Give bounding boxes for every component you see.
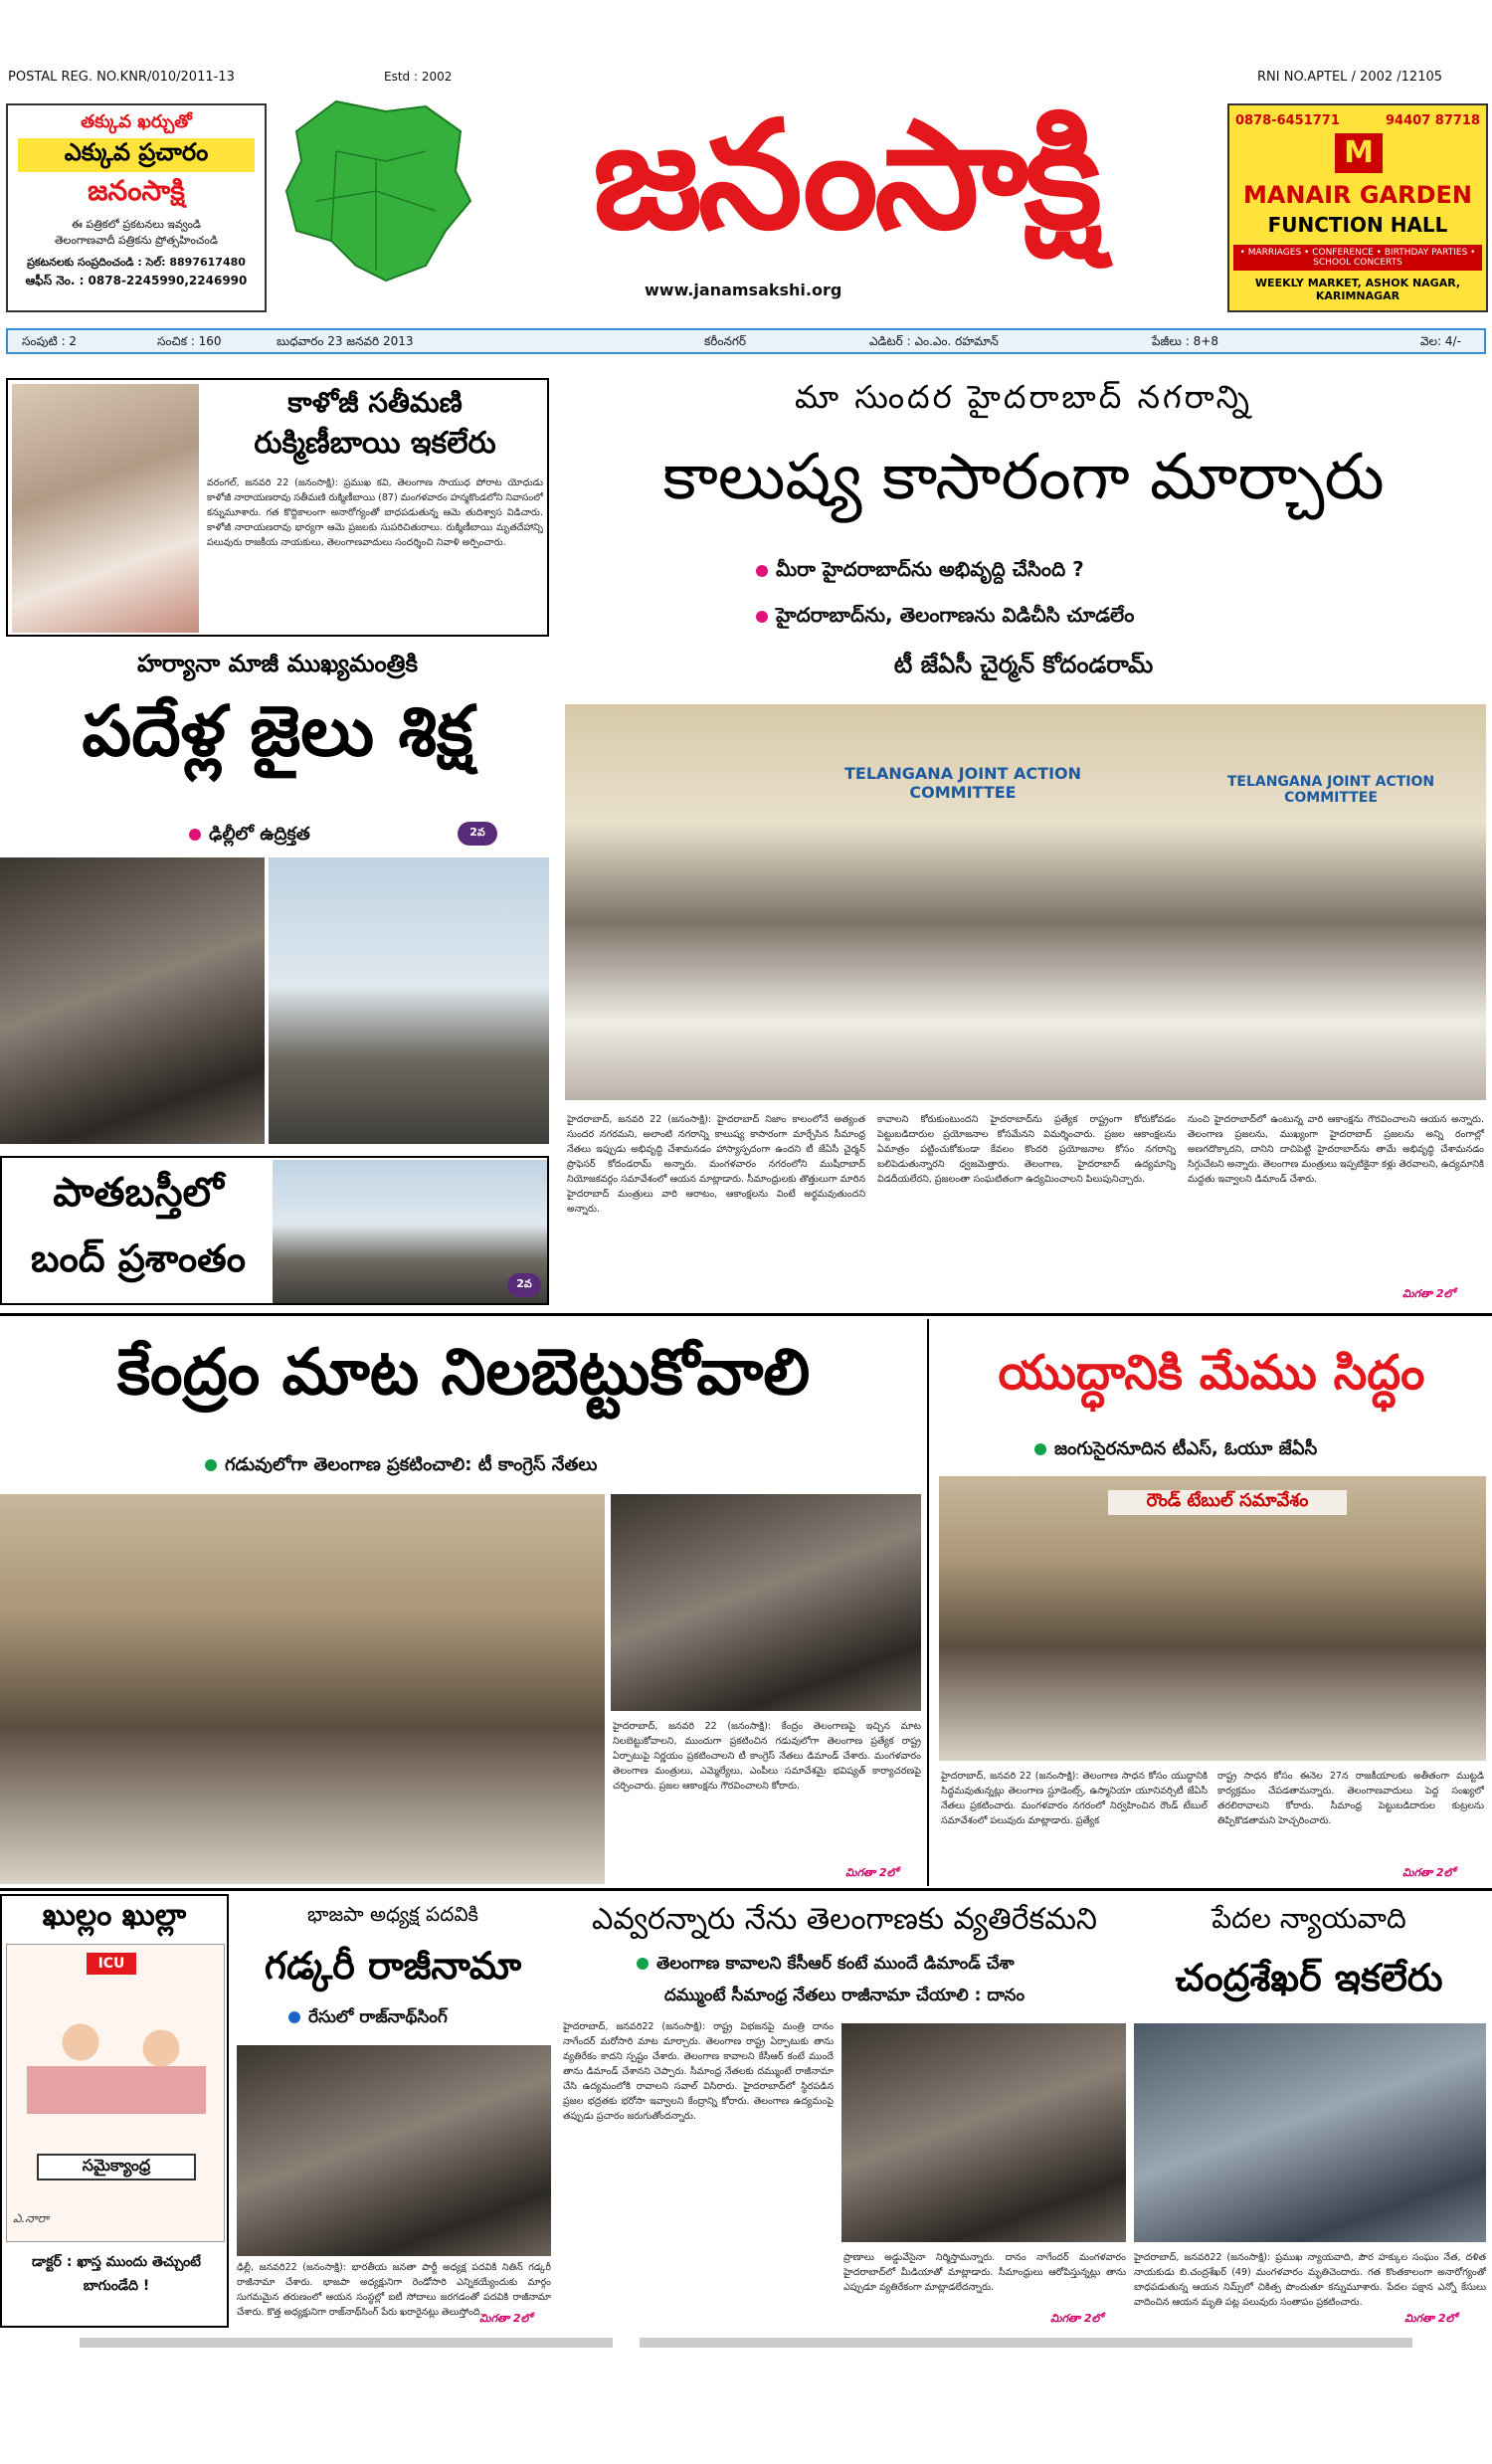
kaloji-story: [6, 378, 549, 637]
left-ad-contact: ప్రకటనలకు సంప్రదించండి : సెల్: 8897617480: [27, 256, 246, 269]
evvarannaru-headline: ఎవ్వరన్నారు నేను తెలంగాణకు వ్యతిరేకమని: [591, 1902, 1097, 1937]
haryana-headline: పదేళ్ల జైలు శిక్ష: [82, 689, 473, 772]
cartoon-bed-label: సమైక్యాంధ్ర: [37, 2154, 196, 2180]
chandrashekar-photo: [1134, 2023, 1486, 2242]
estd: Estd : 2002: [384, 70, 453, 84]
pathabasti-story: [0, 1156, 549, 1305]
masthead-title: జనంసాక్షి: [593, 88, 1098, 263]
info-bar: [6, 328, 1486, 354]
right-ad-phone1: 0878-6451771: [1235, 113, 1340, 128]
hyderabad-continued[interactable]: మిగతా 2లో: [1402, 1287, 1455, 1300]
kendram-continued[interactable]: మిగతా 2లో: [845, 1866, 898, 1879]
evvarannaru-col-2: ప్రాణాలు అడ్డువేసైనా నిర్మిస్తామన్నారు. దానం నాగేందర్ మంగళవారం హైదరాబాద్‌లో మీడియాతో మాట్లాడారు. సీమాంధ్రులు ఆరోపిస్తున్నట్లు తాను ఎప్పుడూ వ్యతిరేకంగా మాట్లాడలేదన్నారు.: [843, 2252, 1126, 2293]
left-ad-brand: జనంసాక్షి: [88, 174, 185, 207]
pathabasti-photo: [273, 1160, 547, 1303]
website-url[interactable]: www.janamsakshi.org: [645, 281, 842, 299]
kendram-photo-2: [611, 1494, 921, 1711]
kaloji-headline-2: రుక్మిణీబాయి ఇకలేరు: [254, 426, 496, 461]
telangana-map-icon: [277, 92, 475, 290]
hyderabad-bullet-2: [756, 603, 1134, 632]
haryana-photo-2: [269, 857, 549, 1144]
yuddham-col-2: రాష్ట్ర సాధన కోసం ఈనెల 27న రాజకీయాలకు అతీతంగా ముట్టడి కార్యక్రమం చేపడతామన్నారు. తెలంగాణవాదులు పెద్ద సంఖ్యలో తరలిరావాలని కోరారు. సీమాంధ్ర పెట్టుబడిదారుల కుట్రలను తిప్పికొడతామని హెచ్చరించారు.: [1217, 1771, 1484, 1826]
right-ad-name: MANAIR GARDEN: [1242, 181, 1473, 209]
bullet-dot-icon: [756, 611, 768, 623]
hyderabad-bullet-2-text: హైదరాబాద్‌ను, తెలంగాణను విడిచీసి చూడలేం: [776, 603, 1135, 627]
gadkari-photo: [237, 2045, 551, 2256]
kendram-headline: కేంద్రం మాట నిలబెట్టుకోవాలి: [116, 1335, 811, 1410]
pathabasti-line2: బంద్ ప్రశాంతం: [30, 1235, 247, 1280]
left-ad: [6, 103, 267, 312]
hyderabad-col-3: నుంచి హైదరాబాద్‌లో ఉంటున్న వారి ఆకాంక్షను గౌరవించాలని ఆయన అన్నారు. తెలంగాణ ప్రజలను, ముఖ్యంగా హైదరాబాద్ ప్రజలను అన్ని రంగాల్లో అణగదొక్కారని, దానిని దాచిపెట్టి హైదరాబాద్‌ను తామే అభివృద్ధి చేశామనడం సిగ్గుచేటని అన్నారు. తెలంగాణ మంత్రులు ఇప్పటికైనా కళ్లు తెరవాలని, ఉద్యమానికి మద్దతు ఇవ్వాలని డిమాండ్ చేశారు.: [1188, 1114, 1484, 1185]
kendram-bullet-text: గడువులోగా తెలంగాణ ప్రకటించాలి: టీ కాంగ్రెస్ నేతలు: [225, 1454, 598, 1475]
jac-banner-2: TELANGANA JOINT ACTION COMMITTEE: [1226, 774, 1435, 806]
kaloji-photo: [12, 384, 199, 633]
hyderabad-kicker: మా సుందర హైదరాబాద్ నగరాన్ని: [795, 378, 1252, 416]
left-ad-line2: ఎక్కువ ప్రచారం: [18, 138, 255, 172]
hyderabad-col-2: కావాలని కోరుకుంటుందని హైదరాబాద్‌ను ప్రత్యేక రాష్ట్రంగా కోరుకోవడం పెట్టుబడిదారుల ప్రయోజనాల కోసమేనని విమర్శించారు. ప్రజల ఆకాంక్షలను ఏమాత్రం పట్టించుకోకుండా కేవలం కొందరి ప్రయోజనాల కోసం నగరాన్ని బలిపెడుతున్నారని ధ్వజమెత్తారు. తెలంగాణ, హైదరాబాద్ ఉద్యమాన్ని విడదీయలేరని, ప్రజలంతా సంఘటితంగా ఉద్యమించాలని పిలుపునిచ్చారు.: [877, 1114, 1176, 1185]
cartoon-box: [0, 1894, 229, 2328]
right-ad-address: WEEKLY MARKET, ASHOK NAGAR, KARIMNAGAR: [1254, 277, 1461, 302]
gadkari-body: ఢిల్లీ, జనవరి22 (జనంసాక్షి): భారతీయ జనతా పార్టీ అధ్యక్ష పదవికి నితిన్ గడ్కరీ రాజీనామా చేశారు. భాజపా అధ్యక్షునిగా రెండోసారి ఎన్నికయ్యేందుకు మార్గం సుగమమైన తరుణంలో ఆయన సంస్థల్లో ఐటీ సోదాలు జరగడంతో పదవికి రాజీనామా చేశారు. కొత్త అధ్యక్షునిగా రాజ్‌నాథ్‌సింగ్ పేరు ఖరారైనట్లు తెలుస్తోంది.: [237, 2262, 551, 2318]
jac-banner-1: TELANGANA JOINT ACTION COMMITTEE: [843, 764, 1082, 802]
evvarannaru-continued[interactable]: మిగతా 2లో: [1050, 2312, 1103, 2325]
divider: [0, 1313, 1492, 1316]
bullet-dot-icon: [205, 1459, 217, 1471]
info-volume: సంపుటి : 2: [22, 334, 78, 348]
hyderabad-headline: కాలుష్య కాసారంగా మార్చారు: [662, 441, 1385, 514]
column-divider: [927, 1319, 929, 1886]
kendram-bullet: [205, 1454, 597, 1479]
cartoon-caption: డాక్టర్ : ఖాస్త ముందు తెచ్చుంటే బాగుండేది !: [31, 2254, 201, 2294]
yuddham-continued[interactable]: మిగతా 2లో: [1402, 1866, 1455, 1879]
bullet-dot-icon: [1034, 1443, 1046, 1455]
right-ad-sub: FUNCTION HALL: [1267, 213, 1448, 237]
gadkari-kicker: భాజపా అధ్యక్ష పదవికి: [307, 1902, 478, 1926]
pathabasti-page-ref[interactable]: 2వ: [507, 1273, 541, 1297]
right-ad: [1227, 103, 1488, 312]
evvarannaru-subline: దమ్ముంటే సీమాంధ్ర నేతలు రాజీనామా చేయాలి : దానం: [663, 1986, 1026, 2005]
gadkari-headline: గడ్కరీ రాజీనామా: [264, 1943, 522, 1988]
round-table-banner: రౌండ్ టేబుల్ సమావేశం: [1108, 1490, 1347, 1515]
haryana-bullet: [189, 824, 310, 849]
left-ad-line4: తెలంగాణవాదీ పత్రికను ప్రోత్సహించండి: [54, 234, 219, 247]
hyderabad-bullet-1: [756, 557, 1084, 586]
hyderabad-bullet-1-text: మీరా హైదరాబాద్‌ను అభివృద్ది చేసింది ?: [776, 557, 1084, 581]
cartoon-title: ఖుల్లం ఖుల్లా: [42, 1898, 187, 1933]
bullet-dot-icon: [756, 565, 768, 577]
yuddham-bullet: [1034, 1438, 1317, 1463]
manair-logo-icon: M: [1335, 133, 1383, 173]
kaloji-headline-1: కాళోజీ సతీమణి: [287, 386, 463, 419]
divider: [0, 1888, 1492, 1891]
cartoon-signature: ఎ.నారా: [13, 2211, 50, 2225]
hyderabad-byline: టీ జేఏసీ చైర్మన్ కోదండరామ్: [893, 651, 1154, 678]
info-pages: పేజీలు : 8+8: [1152, 334, 1218, 348]
haryana-kicker: హర్యానా మాజీ ముఖ్యమంత్రికి: [137, 649, 418, 677]
bullet-dot-icon: [637, 1958, 649, 1970]
right-ad-services: • MARRIAGES • CONFERENCE • BIRTHDAY PARTIES • SCHOOL CONCERTS: [1233, 245, 1482, 271]
bullet-dot-icon: [288, 2011, 300, 2023]
yuddham-col-1: హైదరాబాద్, జనవరి 22 (జనంసాక్షి): తెలంగాణ సాధన కోసం యుద్ధానికి సిద్ధమవుతున్నట్లు తెలంగాణ స్టూడెంట్స్, ఉస్మానియా యూనివర్సిటీ జేఏసీ నేతలు ప్రకటించారు. మంగళవారం నగరంలో నిర్వహించిన రౌండ్ టేబుల్ సమావేశంలో పలువురు మాట్లాడారు. ప్రత్యేక: [941, 1771, 1208, 1826]
hyderabad-col-1: హైదరాబాద్, జనవరి 22 (జనంసాక్షి): హైదరాబాద్ నిజాం కాలంలోనే అత్యంత సుందర నగరమని, అలాంటి నగరాన్ని కాలుష్య కాసారంగా మార్చేసిన సీమాంధ్ర నేతలు ఇప్పుడు అభివృద్ధి చేశామనడం హాస్యాస్పదంగా ఉందని టీ జేఏసీ చైర్మన్ ప్రొఫెసర్ కోదండరామ్ అన్నారు. మంగళవారం నగరంలోని ముషీరాబాద్ నియోజకవర్గం సమావేశంలో ఆయన మాట్లాడారు. సీమాంధ్రులకు తొత్తులుగా మారిన హైదరాబాద్ మంత్రులు వారి ఆరాటం, ఆకాంక్షలను వింటే అర్థమవుతుందని అన్నారు.: [567, 1114, 865, 1215]
yuddham-headline: యుద్ధానికి మేము సిద్ధం: [998, 1345, 1425, 1401]
right-ad-phone2: 94407 87718: [1386, 113, 1480, 128]
yuddham-photo: [939, 1476, 1486, 1761]
evvarannaru-bullet-text: తెలంగాణ కావాలని కేసీఆర్ కంటే ముందే డిమాండ్ చేశా: [656, 1954, 1015, 1974]
rni-number: RNI NO.APTEL / 2002 /12105: [1257, 70, 1443, 85]
print-registration-bar: [80, 2338, 1412, 2348]
kendram-photo-1: [0, 1494, 605, 1884]
chandrashekar-headline: చంద్రశేఖర్ ఇకలేరు: [1175, 1955, 1443, 1999]
yuddham-bullet-text: జంగుసైరనూదిన టీఎస్, ఓయూ జేఏసీ: [1054, 1438, 1318, 1459]
evvarannaru-bullet: [637, 1954, 1015, 1978]
evvarannaru-col-1: హైదరాబాద్, జనవరి22 (జనంసాక్షి): రాష్ట్ర విభజనపై మంత్రి దానం నాగేందర్ మరోసారి మాట మార్చారు. తెలంగాణ రాష్ట్ర ఏర్పాటుకు తాను వ్యతిరేకం కాదని స్పష్టం చేశారు. తెలంగాణ కావాలని కేసీఆర్ కంటే ముందే తాను డిమాండ్ చేశానని చెప్పారు. సీమాంధ్ర నేతలకు దమ్ముంటే రాజీనామా చేసి ఉద్యమంలోకి రావాలని సవాల్ విసిరారు. హైదరాబాద్‌లో స్థిరపడిన ప్రజల భద్రతకు భరోసా ఇవ్వాలని కేంద్రాన్ని కోరారు. తెలంగాణ ఉద్యమంపై తప్పుడు ప్రచారం జరుగుతోందన్నారు.: [563, 2021, 834, 2122]
info-price: వెల: 4/-: [1420, 334, 1461, 348]
info-editor: ఎడిటర్ : ఎం.ఎం. రహమాన్: [869, 334, 999, 348]
info-issue: సంచిక : 160: [157, 334, 222, 348]
dhanam-photo: [841, 2023, 1126, 2242]
pathabasti-line1: పాతబస్తీలో: [53, 1169, 224, 1216]
left-ad-line1: తక్కువ ఖర్చుతో: [81, 111, 192, 132]
kaloji-body: వరంగల్, జనవరి 22 (జనంసాక్షి): ప్రముఖ కవి, తెలంగాణ సాయుధ పోరాట యోధుడు కాళోజీ నారాయణరావు సతీమణి రుక్మిణీబాయి (87) మంగళవారం హన్మకొండలోని నివాసంలో కన్నుమూశారు. గత కొద్దికాలంగా అనారోగ్యంతో బాధపడుతున్న ఆమె తుదిశ్వాస విడిచారు. కాళోజీ నారాయణరావు భార్యగా ఆమె ప్రజలకు సుపరిచితురాలు. రుక్మిణీబాయి మృతదేహాన్ని పలువురు రాజకీయ నాయకులు, తెలంగాణవాదులు సందర్శించి నివాళి అర్పించారు.: [207, 477, 543, 548]
gadkari-bullet: [288, 2007, 448, 2031]
chandrashekar-body: హైదరాబాద్, జనవరి22 (జనంసాక్షి): ప్రముఖ న్యాయవాది, పౌర హక్కుల సంఘం నేత, దళిత నాయకుడు బి.చంద్రశేఖర్ (49) మంగళవారం మృతిచెందారు. గత కొంతకాలంగా అనారోగ్యంతో బాధపడుతున్న ఆయన నిమ్స్‌లో చికిత్స పొందుతూ కన్నుమూశారు. పేదల పక్షాన ఎన్నో కేసులు వాదించిన ఆయన మృతి పట్ల పలువురు సంతాపం ప్రకటించారు.: [1134, 2252, 1486, 2308]
gadkari-bullet-text: రేసులో రాజ్‌నాథ్‌సింగ్: [308, 2007, 448, 2027]
info-date: బుధవారం 23 జనవరి 2013: [277, 334, 414, 348]
info-place: కరీంనగర్: [704, 334, 747, 348]
postal-reg: POSTAL REG. NO.KNR/010/2011-13: [8, 70, 235, 85]
chandrashekar-continued[interactable]: మిగతా 2లో: [1404, 2312, 1457, 2325]
kendram-body: హైదరాబాద్, జనవరి 22 (జనంసాక్షి): కేంద్రం తెలంగాణపై ఇచ్చిన మాట నిలబెట్టుకోవాలని, ముందుగా ప్రకటించిన గడువులోగా తెలంగాణ ప్రత్యేక రాష్ట్ర ఏర్పాటుపై నిర్ణయం ప్రకటించాలని టీ కాంగ్రెస్ నేతలు డిమాండ్ చేశారు. మంగళవారం తెలంగాణ మంత్రులు, ఎమ్మెల్యేలు, ఎంపీలు సమావేశమై భవిష్యత్ కార్యాచరణపై చర్చించారు. ప్రజల ఆకాంక్షను గౌరవించాలని కోరారు.: [613, 1721, 921, 1792]
left-ad-office: ఆఫీస్ నెం. : 0878-2245990,2246990: [25, 274, 248, 287]
gadkari-continued[interactable]: మిగతా 2లో: [479, 2312, 532, 2325]
haryana-photo-1: [0, 857, 265, 1144]
bullet-dot-icon: [189, 829, 201, 841]
cartoon-drawing: [6, 1944, 225, 2242]
cartoon-icu-sign: ICU: [87, 1953, 136, 1975]
hyderabad-photo: [565, 704, 1486, 1100]
left-ad-line3: ఈ పత్రికలో ప్రకటనలు ఇవ్వండి: [71, 218, 202, 231]
haryana-page-ref[interactable]: 2వ: [458, 822, 497, 846]
cartoon-figures: [27, 1994, 206, 2114]
haryana-bullet-text: ఢిల్లీలో ఉద్రిక్తత: [209, 824, 310, 845]
chandrashekar-kicker: పేదల న్యాయవాది: [1212, 1902, 1406, 1935]
